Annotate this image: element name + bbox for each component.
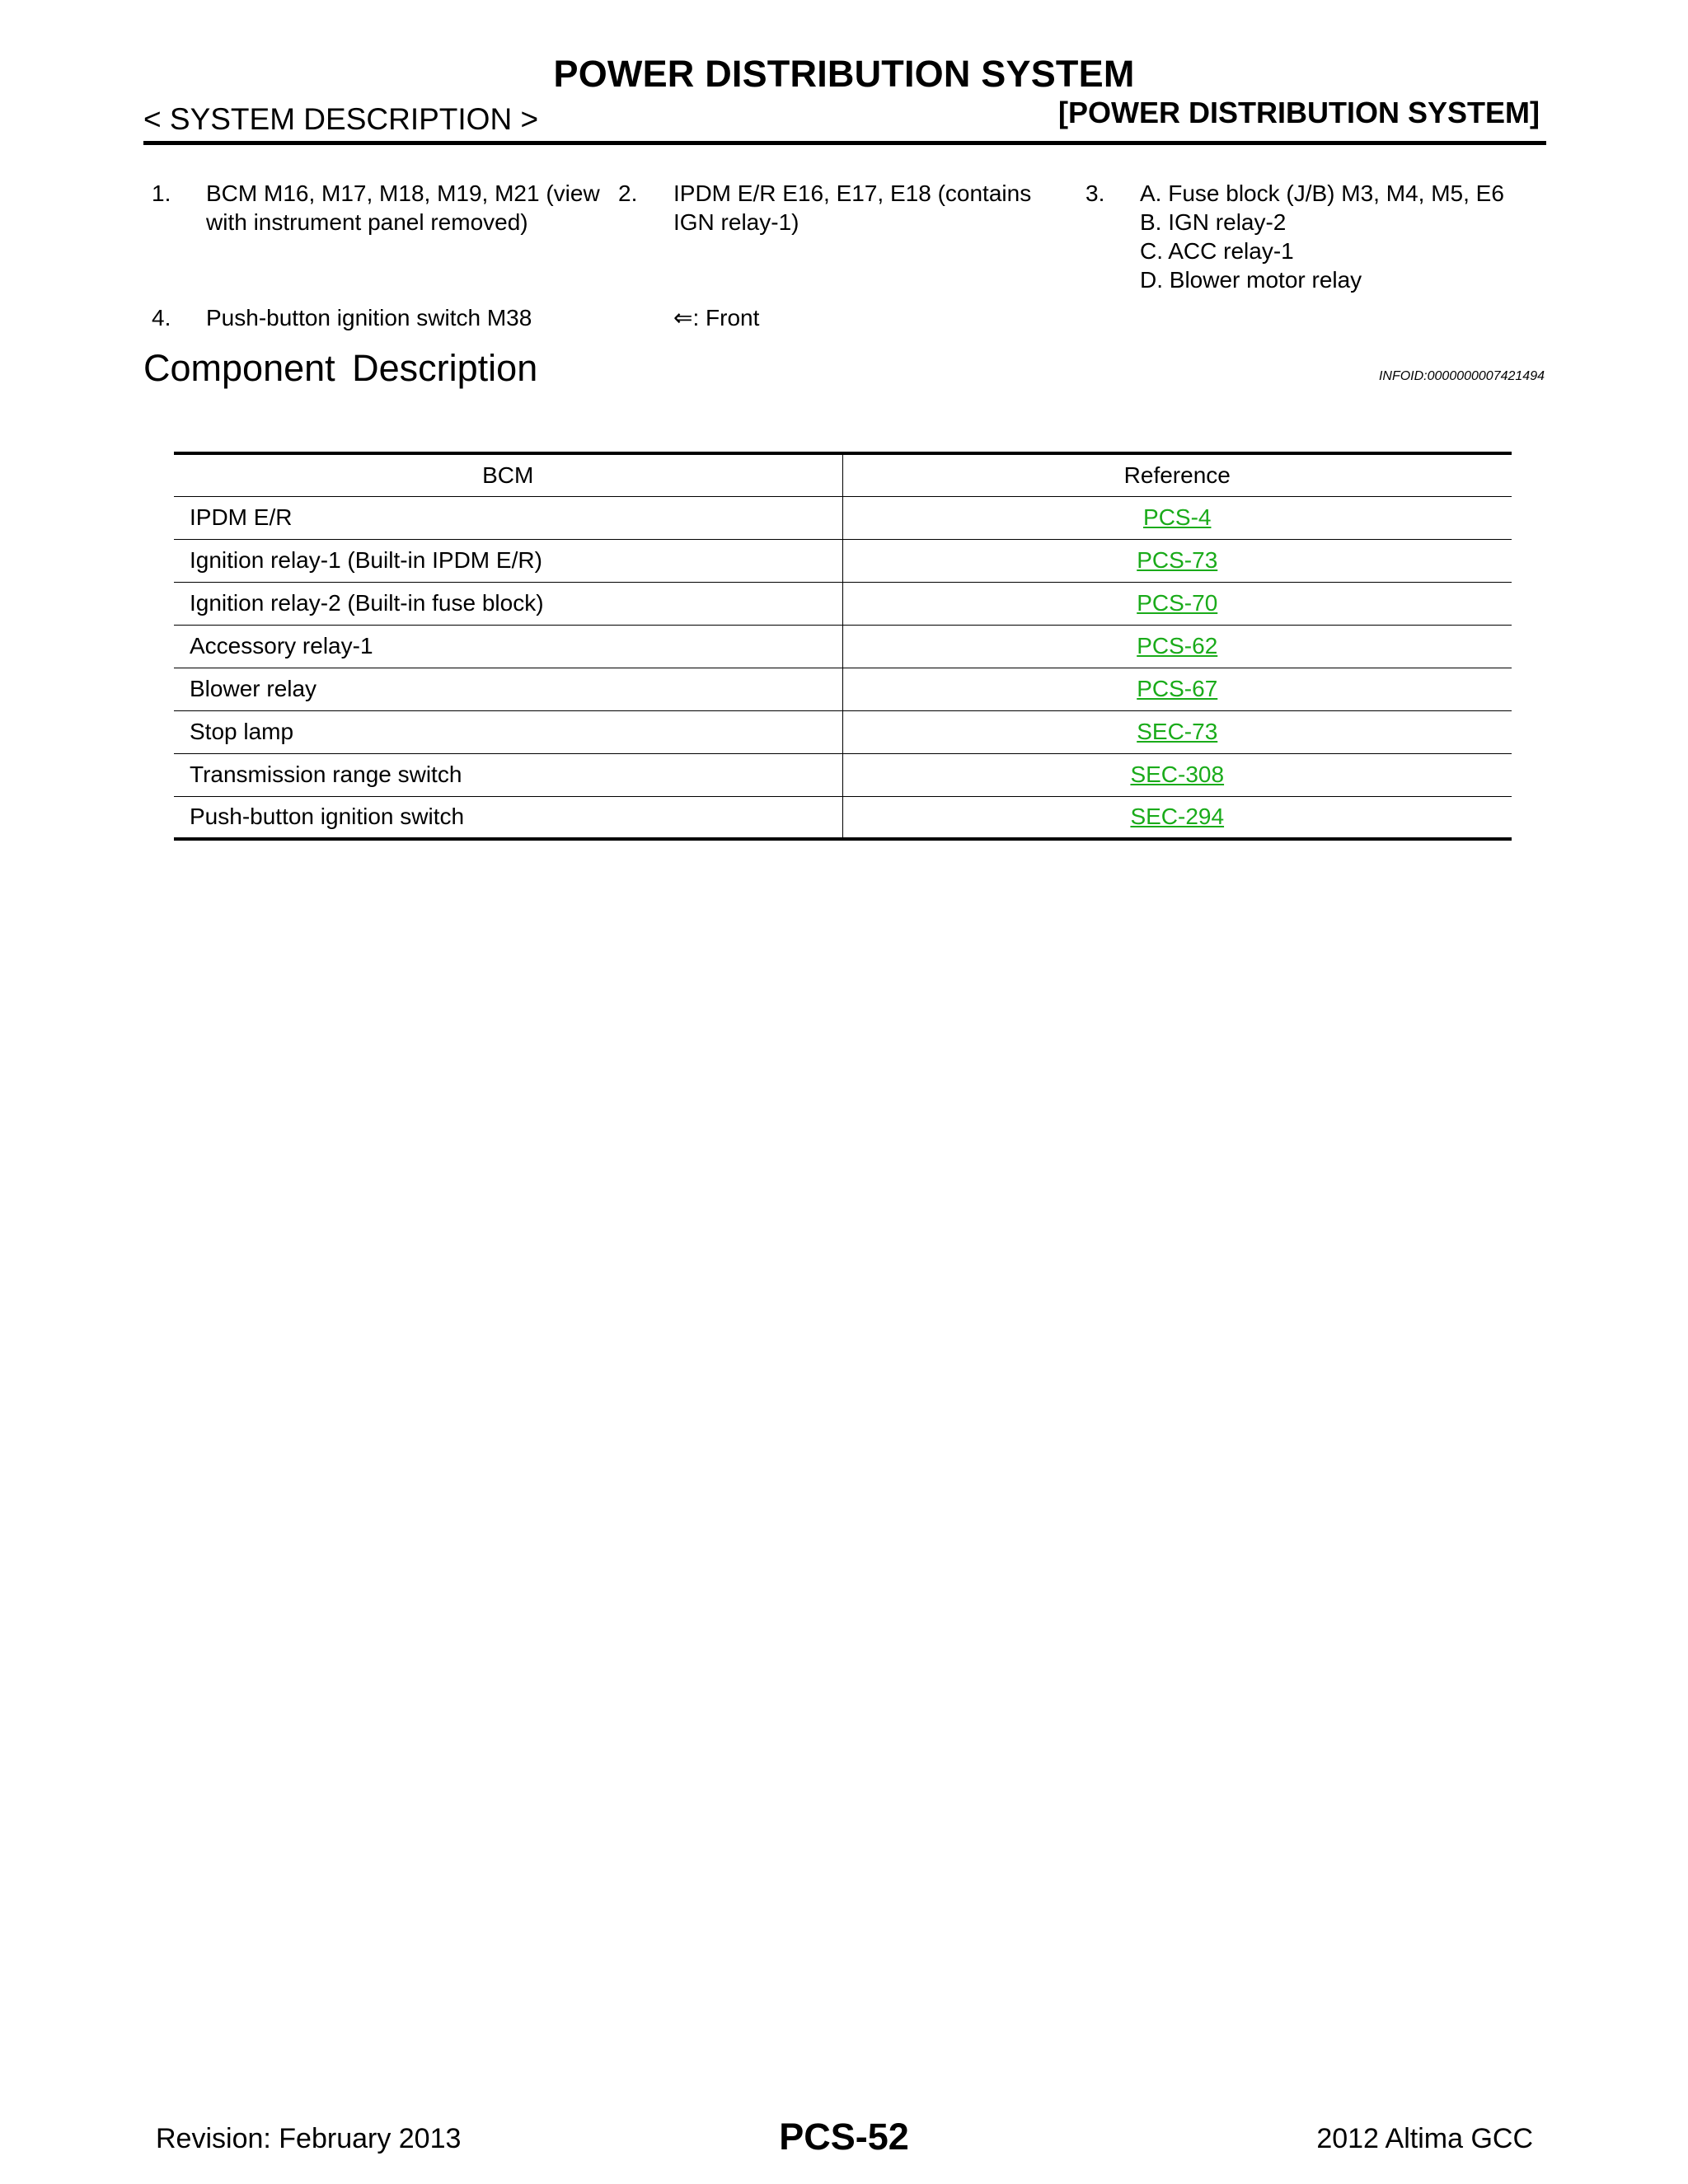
legend-item-text	[1140, 179, 1504, 294]
legend-number: 2.	[618, 180, 638, 206]
reference-link[interactable]: PCS-67	[1137, 676, 1218, 701]
section-label: < SYSTEM DESCRIPTION >	[143, 102, 539, 136]
component-cell: Blower relay	[174, 668, 842, 710]
header-divider	[143, 141, 1546, 145]
table-row	[174, 710, 1512, 753]
component-cell: Ignition relay-1 (Built-in IPDM E/R)	[174, 539, 842, 582]
legend-line: C. ACC relay-1	[1140, 238, 1294, 264]
legend-number: 3.	[1085, 180, 1105, 206]
page-title: POWER DISTRIBUTION SYSTEM	[553, 53, 1135, 95]
info-id: INFOID:0000000007421494	[1378, 369, 1545, 383]
front-arrow-note: ⇐: Front	[673, 305, 760, 330]
column-header-bcm: BCM	[174, 453, 842, 496]
component-cell: Push-button ignition switch	[174, 796, 842, 839]
table-row	[174, 753, 1512, 796]
component-description-heading: Component Description	[143, 347, 538, 389]
footer-page-number: PCS-52	[779, 2116, 909, 2158]
legend-line: BCM M16, M17, M18, M19, M21 (view	[206, 180, 600, 206]
table-row	[174, 496, 1512, 539]
footer-model: 2012 Altima GCC	[1316, 2123, 1533, 2154]
legend-item-text	[673, 179, 1031, 237]
legend-line: B. IGN relay-2	[1140, 209, 1287, 235]
component-cell: Ignition relay-2 (Built-in fuse block)	[174, 582, 842, 625]
legend-number: 1.	[152, 180, 171, 206]
legend-line: Push-button ignition switch M38	[206, 305, 532, 330]
legend-item-text	[206, 303, 532, 332]
reference-link[interactable]: SEC-294	[1130, 804, 1225, 830]
legend-line: A. Fuse block (J/B) M3, M4, M5, E6	[1140, 180, 1504, 206]
legend-line: with instrument panel removed)	[206, 209, 528, 235]
legend-line: D. Blower motor relay	[1140, 267, 1362, 293]
reference-link[interactable]: PCS-62	[1137, 633, 1218, 658]
reference-link[interactable]: SEC-73	[1137, 719, 1218, 744]
column-header-reference: Reference	[842, 453, 1512, 496]
component-cell: Stop lamp	[174, 710, 842, 753]
reference-link[interactable]: SEC-308	[1130, 762, 1225, 787]
reference-link[interactable]: PCS-4	[1143, 504, 1212, 530]
legend-line: IPDM E/R E16, E17, E18 (contains	[673, 180, 1032, 206]
table-row	[174, 625, 1512, 668]
reference-link[interactable]: PCS-73	[1137, 547, 1218, 573]
reference-link[interactable]: PCS-70	[1137, 590, 1218, 616]
table-row	[174, 796, 1512, 839]
legend-line: IGN relay-1)	[673, 209, 799, 235]
table-row	[174, 582, 1512, 625]
component-cell: Accessory relay-1	[174, 625, 842, 668]
legend-item-text	[206, 179, 600, 237]
table-row	[174, 668, 1512, 710]
section-bracket-title: [POWER DISTRIBUTION SYSTEM]	[1058, 96, 1540, 129]
legend-number: 4.	[152, 305, 171, 330]
component-reference-table	[174, 452, 1512, 841]
footer-revision: Revision: February 2013	[156, 2123, 462, 2154]
component-cell: IPDM E/R	[174, 496, 842, 539]
table-row	[174, 539, 1512, 582]
component-cell: Transmission range switch	[174, 753, 842, 796]
table-header-row	[174, 453, 1512, 496]
